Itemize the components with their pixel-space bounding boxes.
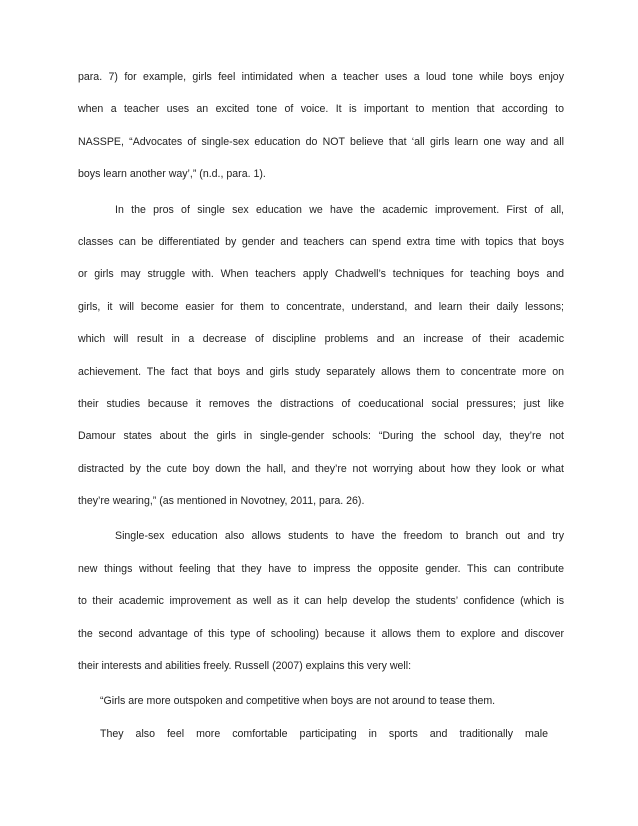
text-line: Single-sex education also allows students to have the freedom to branch out and try: [115, 530, 564, 543]
text-line: to their academic improvement as well as it can help develop the students’ confidence (which is: [78, 595, 564, 608]
paragraph-confidence: [78, 528, 564, 690]
body-text: [78, 69, 564, 758]
text-line: classes can be differentiated by gender and teachers can spend extra time with topics that boys: [78, 235, 564, 248]
text-line: para. 7) for example, girls feel intimidated when a teacher uses a loud tone while boys enjoy: [78, 71, 564, 83]
text-line: girls, it will become easier for them to concentrate, understand, and learn their daily lessons;: [78, 300, 564, 313]
paragraph-academic-improvement: [78, 202, 564, 526]
text-line: their studies because it removes the distractions of coeducational social pressures; just like: [78, 397, 564, 410]
text-line: achievement. The fact that boys and girls study separately allows them to concentrate more on: [78, 365, 564, 378]
text-line: “Girls are more outspoken and competitive when boys are not around to tease them.: [100, 695, 496, 708]
text-line: their interests and abilities freely. Russell (2007) explains this very well:: [78, 660, 412, 673]
text-line: boys learn another way’,” (n.d., para. 1).: [78, 168, 266, 181]
text-line: new things without feeling that they have to impress the opposite gender. This can contribute: [78, 562, 564, 575]
paragraph-continuation: [78, 69, 564, 199]
text-line: In the pros of single sex education we have the academic improvement. First of all,: [115, 203, 564, 216]
text-line: the second advantage of this type of schooling) because it allows them to explore and discover: [78, 627, 564, 640]
text-line: or girls may struggle with. When teachers apply Chadwell’s techniques for teaching boys and: [78, 268, 564, 281]
text-line: They also feel more comfortable participating in sports and traditionally male: [100, 727, 548, 740]
text-line: distracted by the cute boy down the hall, and they’re not worrying about how they look or what: [78, 462, 564, 475]
text-line: when a teacher uses an excited tone of voice. It is important to mention that according to: [78, 103, 564, 116]
text-line: they’re wearing,” (as mentioned in Novotney, 2011, para. 26).: [78, 495, 365, 508]
block-quote: [78, 693, 564, 758]
text-line: NASSPE, “Advocates of single-sex education do NOT believe that ‘all girls learn one way and all: [78, 135, 564, 148]
text-line: which will result in a decrease of discipline problems and an increase of their academic: [78, 333, 564, 346]
text-line: Damour states about the girls in single-gender schools: “During the school day, they’re not: [78, 430, 564, 443]
